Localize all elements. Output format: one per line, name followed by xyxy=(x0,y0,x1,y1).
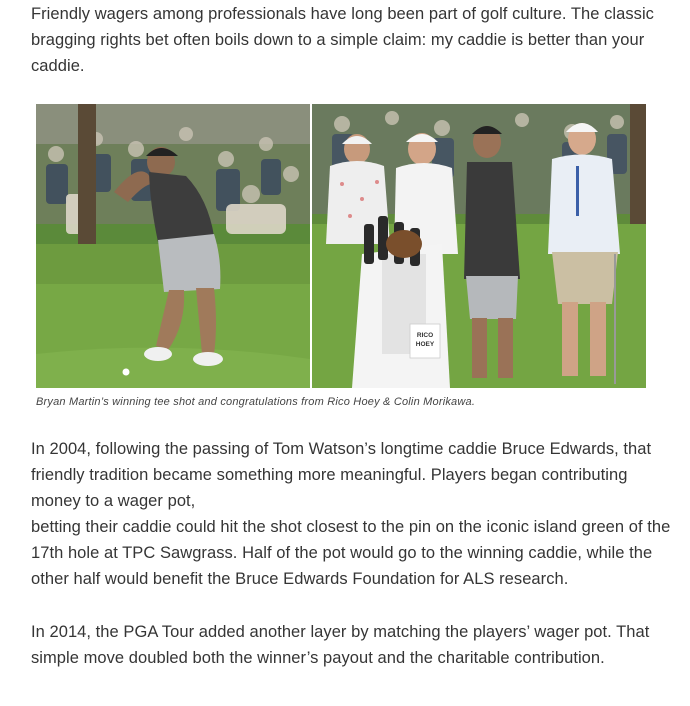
history-paragraph-line1: In 2004, following the passing of Tom Watson’s longtime caddie Bruce Edwards, that friendly tradition became something more meaningful. Players began contributing money to a wager pot, xyxy=(31,440,652,510)
congratulations-photo xyxy=(312,104,646,388)
bag-label-line2: HOEY xyxy=(415,341,435,348)
history-paragraph xyxy=(31,436,671,592)
article-figure xyxy=(36,104,646,388)
figure-caption: Bryan Martin’s winning tee shot and congratulations from Rico Hoey & Colin Morikawa. xyxy=(36,396,476,408)
intro-paragraph: Friendly wagers among professionals have long been part of golf culture. The classic bragging rights bet often boils down to a simple claim: my caddie is better than your caddie. xyxy=(31,5,654,75)
pga-tour-paragraph: In 2014, the PGA Tour added another layer by matching the players’ wager pot. That simple move doubled both the winner’s payout and the charitable contribution. xyxy=(31,623,650,667)
tee-shot-photo xyxy=(36,104,310,388)
bag-label-line1: RICO xyxy=(416,332,434,339)
history-paragraph-line2: betting their caddie could hit the shot closest to the pin on the iconic island green of the 17th hole at TPC Sawgrass. Half of the pot would go to the winning caddie, while the other half would benefit the Bruce Edwards Foundation for ALS research. xyxy=(31,518,671,588)
